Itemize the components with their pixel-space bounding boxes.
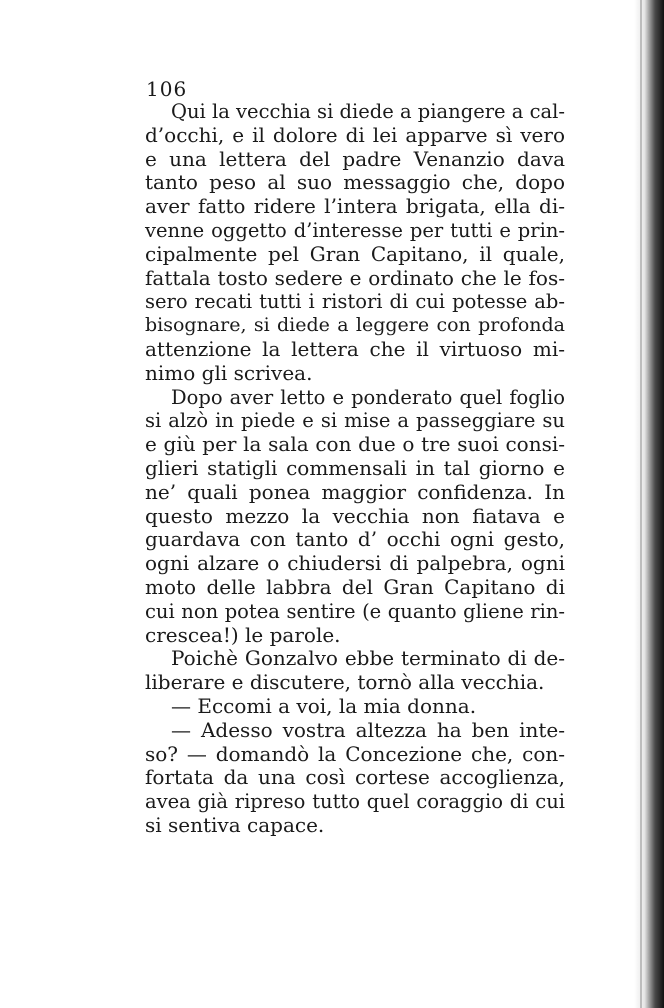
text-line: — Adesso vostra altezza ha ben inte- [171,717,565,742]
binding-line [640,0,642,1008]
text-line: Poichè Gonzalvo ebbe terminato di de- [171,646,565,671]
text-line: guardava con tanto d’ occhi ogni gesto, [145,527,565,552]
text-line: questo mezzo la vecchia non fiatava e [145,503,565,528]
text-line: moto delle labbra del Gran Capitano di [145,574,565,599]
text-line: e una lettera del padre Venanzio dava [145,146,565,171]
text-line: crescea!) le parole. [145,622,341,647]
page-number: 106 [146,77,188,101]
text-line: cipalmente pel Gran Capitano, il quale, [145,241,565,266]
text-line: sero recati tutti i ristori di cui potesse ab- [145,290,565,314]
text-line: Dopo aver letto e ponderato quel foglio [171,385,565,409]
text-line: avea già ripreso tutto quel coraggio di cui [145,790,565,814]
text-line: d’occhi, e il dolore di lei apparve sì vero [145,122,565,147]
text-line: liberare e discutere, tornò alla vecchia. [145,670,545,695]
text-line: fattala tosto sedere e ordinato che le fos- [145,265,565,290]
text-line: si alzò in piede e si mise a passeggiare su [145,409,565,433]
text-line: e giù per la sala con due o tre suoi consi- [145,432,565,457]
binding-edge [634,0,664,1008]
body-text [145,100,565,838]
text-line: ne’ quali ponea maggior confidenza. In [145,479,565,504]
text-line: aver fatto ridere l’intera brigata, ella di- [145,194,565,219]
text-line: glieri statigli commensali in tal giorno e [145,455,565,480]
text-line: cui non potea sentire (e quanto gliene rin- [145,599,565,623]
text-line: so? — domandò la Concezione che, con- [145,741,565,766]
text-line: fortata da una così cortese accoglienza, [145,765,565,790]
text-line: Qui la vecchia si diede a piangere a cal- [171,100,565,123]
text-line: venne oggetto d’interesse per tutti e prin- [145,218,565,242]
text-line: si sentiva capace. [145,812,325,837]
text-line: — Eccomi a voi, la mia donna. [171,693,477,718]
text-line: ogni alzare o chiudersi di palpebra, ogni [145,551,565,576]
text-line: nimo gli scrivea. [145,360,313,385]
text-line: attenzione la lettera che il virtuoso mi- [145,336,565,361]
text-line: tanto peso al suo messaggio che, dopo [145,170,565,195]
text-line: bisognare, si diede a leggere con profonda [145,314,565,337]
